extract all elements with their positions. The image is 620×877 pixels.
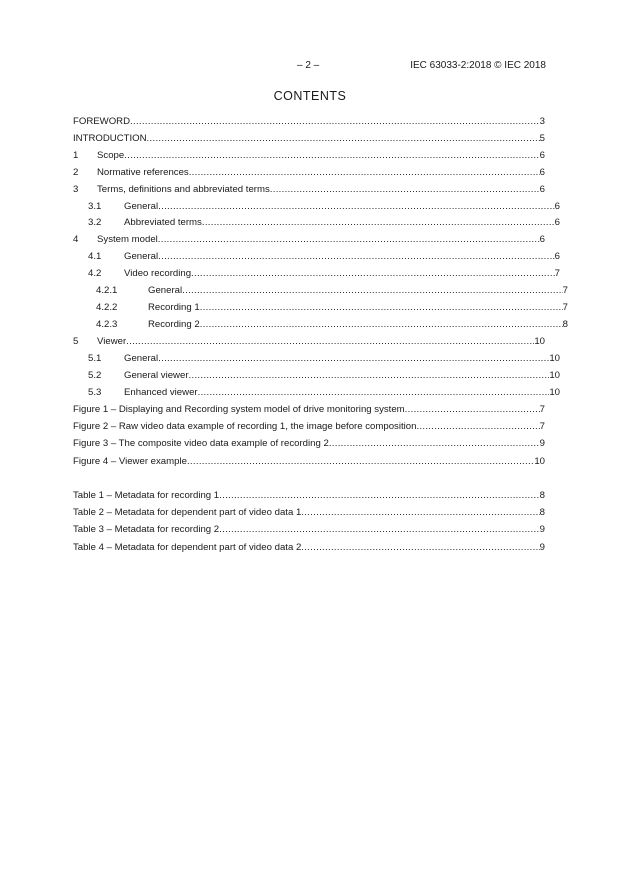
entry-title: General viewer (124, 370, 189, 382)
dot-leader (301, 507, 539, 518)
dot-leader (191, 268, 555, 279)
entry-title: Viewer (97, 336, 127, 348)
dot-leader (198, 387, 550, 398)
entry-title: Terms, definitions and abbreviated terms (97, 183, 270, 195)
entry-page: 9 (539, 438, 545, 450)
table-entry[interactable] (73, 503, 545, 518)
table-entry[interactable] (73, 538, 545, 553)
entry-page: 8 (562, 319, 568, 331)
dot-leader (405, 404, 540, 415)
entry-number: 4 (73, 234, 79, 246)
toc-entry[interactable] (73, 298, 568, 313)
entry-title: Enhanced viewer (124, 386, 198, 398)
entry-number: 4.1 (88, 251, 102, 263)
toc-entry[interactable] (73, 231, 545, 246)
document-id: IEC 63033-2:2018 © IEC 2018 (410, 60, 546, 71)
entry-page: 6 (554, 251, 560, 263)
entry-title: General (124, 200, 159, 212)
entry-page: 10 (549, 386, 560, 398)
figure-entry[interactable] (73, 452, 545, 467)
entry-page: 6 (539, 149, 545, 161)
entry-title: Figure 2 – Raw video data example of recording 1, the image before composition (73, 421, 417, 433)
dot-leader (301, 542, 539, 553)
toc-entry[interactable] (73, 366, 560, 381)
dot-leader (416, 421, 539, 432)
entry-title: Figure 4 – Viewer example (73, 455, 187, 467)
entry-title: General (124, 251, 159, 263)
entry-title: Table 1 – Metadata for recording 1 (73, 489, 220, 501)
entry-number: 5.3 (88, 386, 102, 398)
entry-number: 5.2 (88, 370, 102, 382)
table-entry[interactable] (73, 521, 545, 536)
toc-entry[interactable] (73, 349, 560, 364)
entry-number: 4.2.2 (96, 302, 118, 314)
dot-leader (158, 201, 555, 212)
entry-page: 6 (539, 183, 545, 195)
dot-leader (182, 285, 563, 296)
dot-leader (202, 217, 555, 228)
entry-page: 6 (554, 200, 560, 212)
dot-leader (270, 184, 540, 195)
dot-leader (124, 150, 539, 161)
entry-title: Video recording (124, 268, 192, 280)
table-entry[interactable] (73, 486, 545, 501)
entry-page: 10 (549, 353, 560, 365)
entry-title: FOREWORD (73, 115, 131, 127)
entry-number: 3.1 (88, 200, 102, 212)
entry-number: 5.1 (88, 353, 102, 365)
dot-leader (126, 336, 534, 347)
entry-number: 3 (73, 183, 79, 195)
entry-title: Figure 1 – Displaying and Recording system model of drive monitoring system (73, 403, 405, 415)
dot-leader (219, 490, 540, 501)
dot-leader (158, 353, 549, 364)
dot-leader (158, 234, 540, 245)
entry-number: 4.2.1 (96, 285, 118, 297)
entry-title: INTRODUCTION (73, 132, 147, 144)
dot-leader (189, 167, 540, 178)
toc-entry[interactable] (73, 315, 568, 330)
dot-leader (329, 438, 540, 449)
toc-entry[interactable] (73, 197, 560, 212)
figure-entry[interactable] (73, 417, 545, 432)
entry-title: Table 2 – Metadata for dependent part of video data 1 (73, 507, 302, 519)
dot-leader (130, 116, 540, 127)
entry-title: General (124, 353, 159, 365)
toc-entry[interactable] (73, 383, 560, 398)
page-number: – 2 – (297, 60, 320, 71)
entry-page: 9 (539, 541, 545, 553)
dot-leader (147, 133, 540, 144)
toc-entry[interactable] (73, 248, 560, 263)
toc-entry[interactable] (73, 214, 560, 229)
dot-leader (187, 456, 534, 467)
dot-leader (189, 370, 550, 381)
entry-title: Recording 1 (148, 302, 200, 314)
entry-page: 7 (562, 302, 568, 314)
entry-number: 2 (73, 166, 79, 178)
dot-leader (200, 302, 563, 313)
entry-page: 3 (539, 115, 545, 127)
toc-entry[interactable] (73, 112, 545, 127)
entry-page: 6 (554, 217, 560, 229)
entry-page: 10 (534, 455, 545, 467)
entry-title: Normative references (97, 166, 189, 178)
entry-number: 5 (73, 336, 79, 348)
figure-entry[interactable] (73, 435, 545, 450)
page-title: CONTENTS (273, 89, 347, 103)
dot-leader (219, 524, 540, 535)
entry-page: 5 (539, 132, 545, 144)
figure-entry[interactable] (73, 400, 545, 415)
entry-page: 7 (562, 285, 568, 297)
entry-title: Recording 2 (148, 319, 200, 331)
entry-page: 8 (539, 507, 545, 519)
entry-page: 9 (539, 524, 545, 536)
entry-title: Abbreviated terms (124, 217, 202, 229)
entry-page: 6 (539, 234, 545, 246)
toc-entry[interactable] (73, 146, 545, 161)
entry-number: 4.2.3 (96, 319, 118, 331)
entry-page: 8 (539, 489, 545, 501)
toc-entry[interactable] (73, 282, 568, 297)
toc-entry[interactable] (73, 129, 545, 144)
entry-number: 4.2 (88, 268, 102, 280)
entry-title: Scope (97, 149, 125, 161)
entry-title: General (148, 285, 183, 297)
entry-number: 3.2 (88, 217, 102, 229)
dot-leader (200, 319, 563, 330)
entry-title: System model (97, 234, 158, 246)
dot-leader (158, 251, 555, 262)
entry-page: 7 (554, 268, 560, 280)
toc-entry[interactable] (73, 180, 545, 195)
toc-entry[interactable] (73, 163, 545, 178)
toc-entry[interactable] (73, 265, 560, 280)
entry-title: Figure 3 – The composite video data example of recording 2 (73, 438, 329, 450)
entry-number: 1 (73, 149, 79, 161)
entry-page: 7 (539, 403, 545, 415)
entry-page: 7 (539, 421, 545, 433)
entry-title: Table 3 – Metadata for recording 2 (73, 524, 220, 536)
toc-entry[interactable] (73, 332, 545, 347)
entry-page: 10 (549, 370, 560, 382)
entry-page: 10 (534, 336, 545, 348)
entry-title: Table 4 – Metadata for dependent part of video data 2 (73, 541, 302, 553)
entry-page: 6 (539, 166, 545, 178)
